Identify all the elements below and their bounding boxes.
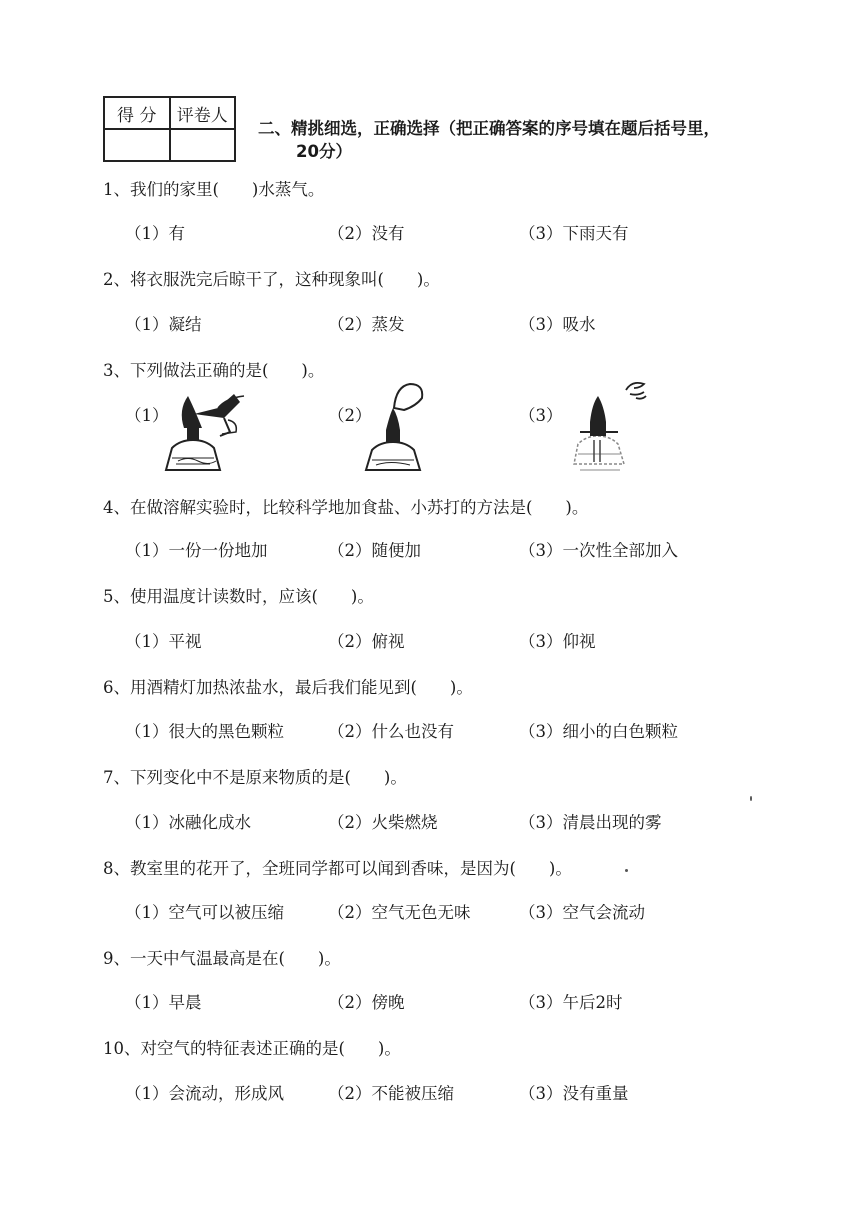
section-title — [258, 117, 778, 163]
alcohol-lamp-extinguishing-image — [560, 374, 660, 478]
q3-option-1: （1） — [125, 406, 169, 425]
question-8: 8、教室里的花开了，全班同学都可以闻到香味，是因为( )。 — [103, 859, 572, 878]
q3-option-3: （3） — [519, 406, 563, 425]
question-1: 1、我们的家里( )水蒸气。 — [103, 180, 325, 199]
q5-option-2: （2）俯视 — [328, 632, 405, 651]
scan-speck — [625, 869, 628, 872]
question-4: 4、在做溶解实验时，比较科学地加食盐、小苏打的方法是( )。 — [103, 498, 589, 517]
q5-option-1: （1）平视 — [125, 632, 202, 651]
q6-option-3: （3）细小的白色颗粒 — [519, 722, 678, 741]
q4-option-3: （3）一次性全部加入 — [519, 541, 678, 560]
score-table — [103, 96, 236, 162]
q1-option-3: （3）下雨天有 — [519, 224, 629, 243]
alcohol-lamp-lighting-from-lamp-image — [158, 388, 248, 476]
question-2: 2、将衣服洗完后晾干了，这种现象叫( )。 — [103, 270, 440, 289]
question-10: 10、对空气的特征表述正确的是( )。 — [103, 1039, 401, 1058]
q7-option-2: （2）火柴燃烧 — [328, 813, 438, 832]
q2-option-2: （2）蒸发 — [328, 315, 405, 334]
q9-option-2: （2）傍晚 — [328, 993, 405, 1012]
grader-label: 评卷人 — [170, 97, 236, 129]
q2-option-3: （3）吸水 — [519, 315, 596, 334]
q8-option-2: （2）空气无色无味 — [328, 903, 471, 922]
q9-option-1: （1）早晨 — [125, 993, 202, 1012]
grader-cell — [170, 129, 236, 161]
q7-option-1: （1）冰融化成水 — [125, 813, 251, 832]
q10-option-1: （1）会流动，形成风 — [125, 1084, 284, 1103]
score-cell — [104, 129, 170, 161]
q2-option-1: （1）凝结 — [125, 315, 202, 334]
question-6: 6、用酒精灯加热浓盐水，最后我们能见到( )。 — [103, 678, 473, 697]
q10-option-3: （3）没有重量 — [519, 1084, 629, 1103]
question-7: 7、下列变化中不是原来物质的是( )。 — [103, 768, 407, 787]
q6-option-1: （1）很大的黑色颗粒 — [125, 722, 284, 741]
q3-option-2: （2） — [328, 406, 372, 425]
score-label: 得 分 — [104, 97, 170, 129]
q4-option-1: （1）一份一份地加 — [125, 541, 268, 560]
section-title-line2: 20分） — [296, 142, 352, 161]
q5-option-3: （3）仰视 — [519, 632, 596, 651]
q8-option-1: （1）空气可以被压缩 — [125, 903, 284, 922]
q4-option-2: （2）随便加 — [328, 541, 421, 560]
question-5: 5、使用温度计读数时，应该( )。 — [103, 587, 374, 606]
question-9: 9、一天中气温最高是在( )。 — [103, 949, 341, 968]
section-title-line1: 二、精挑细选，正确选择（把正确答案的序号填在题后括号里， — [258, 119, 720, 138]
question-3: 3、下列做法正确的是( )。 — [103, 361, 325, 380]
q6-option-2: （2）什么也没有 — [328, 722, 454, 741]
q10-option-2: （2）不能被压缩 — [328, 1084, 454, 1103]
q1-option-2: （2）没有 — [328, 224, 405, 243]
q9-option-3: （3）午后2时 — [519, 993, 623, 1012]
alcohol-lamp-cap-off-image — [360, 380, 434, 476]
q7-option-3: （3）清晨出现的雾 — [519, 813, 662, 832]
q8-option-3: （3）空气会流动 — [519, 903, 645, 922]
q1-option-1: （1）有 — [125, 224, 185, 243]
scan-speck — [750, 796, 752, 801]
